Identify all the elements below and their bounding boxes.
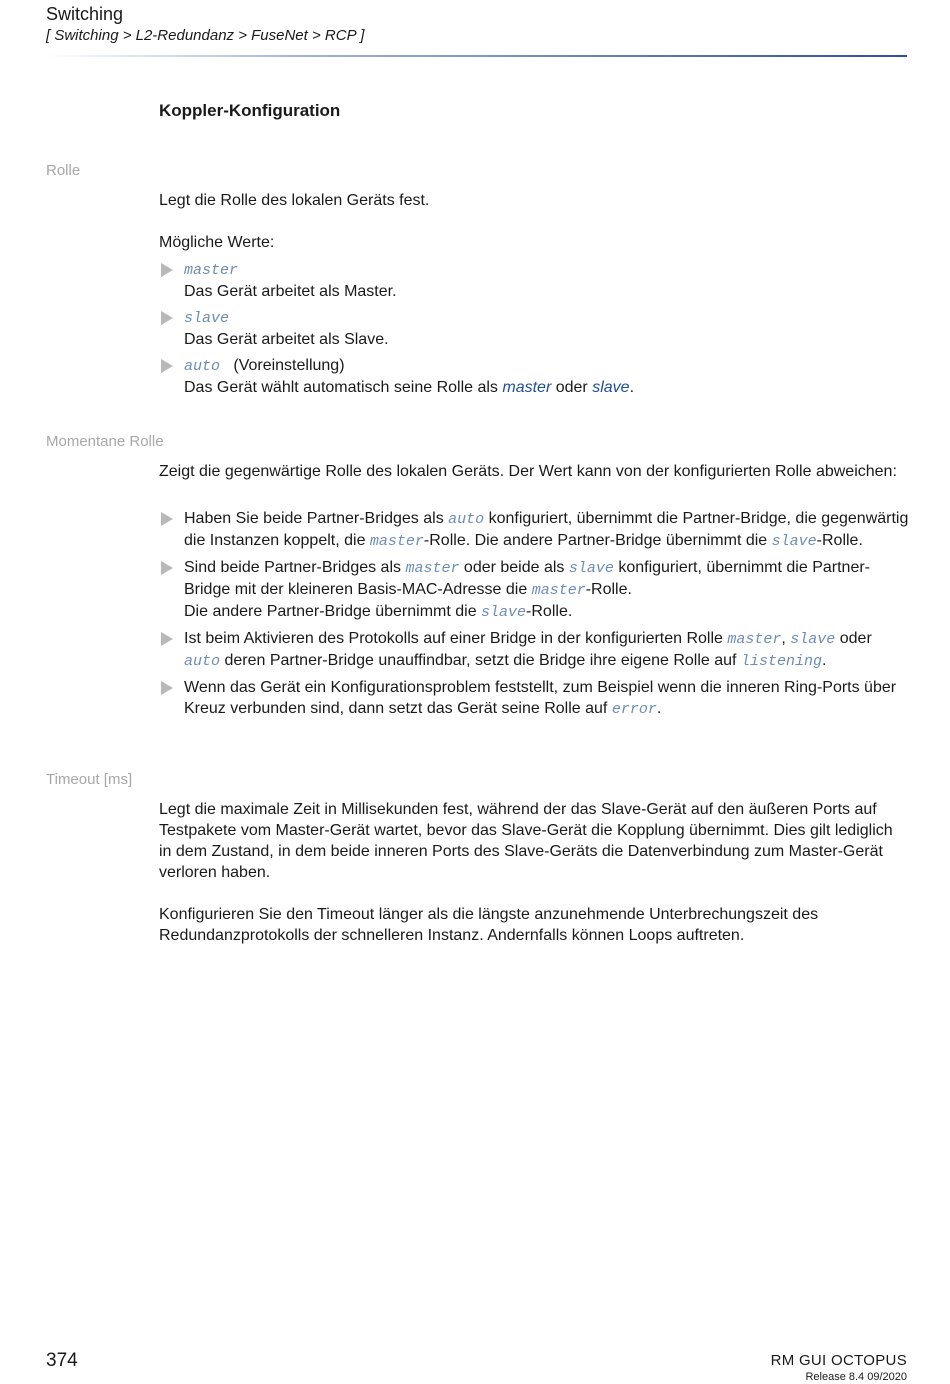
timeout-description: Legt die maximale Zeit in Millisekunden fest, während der das Slave-Gerät auf den äußeren Ports auf Testpakete vom Master-Gerät wartet, bevor das Slave-Gerät die Kopplung übernimmt. Dies gilt lediglich in dem Zustand, in dem beide inneren Ports des Slave-Geräts die Datenverbindung zum Master-Gerät verloren haben. [159,801,893,881]
value-description: Das Gerät wählt automatisch seine Rolle als [184,379,503,396]
section-title: Koppler-Konfiguration [159,101,341,120]
text: Sind beide Partner-Bridges als [184,559,406,576]
param-label-momentane-rolle: Momentane Rolle [46,433,164,450]
param-label-timeout: Timeout [ms] [46,771,133,788]
document-title: RM GUI OCTOPUS [770,1352,907,1369]
text: deren Partner-Bridge unauffindbar, setzt die Bridge ihre eigene Rolle auf [220,652,741,669]
bullet-triangle-icon [161,561,173,575]
text: Die andere Partner-Bridge übernimmt die [184,603,482,620]
value-code: slave [481,604,527,621]
bullet-triangle-icon [161,311,173,325]
text: , [781,630,791,647]
rolle-description: Legt die Rolle des lokalen Geräts fest. [159,192,430,209]
value-code: master [531,582,586,599]
possible-values-label: Mögliche Werte: [159,234,275,251]
timeout-recommendation: Konfigurieren Sie den Timeout länger als die längste anzunehmende Unterbrechungszeit des Redundanzprotokolls der schnelleren Instanz. Andernfalls können Loops auftreten. [159,906,819,944]
breadcrumb: [ Switching > L2-Redundanz > FuseNet > RCP ] [46,27,365,44]
text: Ist beim Aktivieren des Protokolls auf einer Bridge in der konfigurierten Rolle [184,630,728,647]
rolle-values-list [159,259,909,403]
text: Haben Sie beide Partner-Bridges als [184,510,449,527]
bullet-triangle-icon [161,263,173,277]
value-code: auto [184,358,221,375]
momentane-list [159,508,909,725]
text: -Rolle. [526,603,573,620]
chapter-title: Switching [46,4,124,24]
value-code: master [405,560,460,577]
momentane-description: Zeigt die gegenwärtige Rolle des lokalen Geräts. Der Wert kann von der konfigurierten Rolle abweichen: [159,463,897,480]
default-note: (Voreinstellung) [233,357,345,374]
text: -Rolle. [585,581,632,598]
text: . [656,700,662,717]
value-code: slave [790,631,836,648]
list-item [159,307,909,350]
text: oder [551,379,593,396]
release-info: Release 8.4 09/2020 [805,1371,907,1383]
text: -Rolle. Die andere Partner-Bridge übernimmt die [423,532,772,549]
value-code: listening [740,653,822,670]
text: . [629,379,635,396]
value-code: master [184,262,239,279]
param-label-rolle: Rolle [46,162,81,179]
value-description: Das Gerät arbeitet als Master. [184,283,397,300]
list-item [159,259,909,302]
value-description: Das Gerät arbeitet als Slave. [184,331,389,348]
text: Wenn das Gerät ein Konfigurationsproblem feststellt, zum Beispiel wenn die inneren Ring-Ports über Kreuz verbunden sind, dann setzt das Gerät seine Rolle auf [184,679,897,717]
text: oder beide als [459,559,569,576]
text: . [821,652,827,669]
value-code: auto [448,511,485,528]
list-item [159,508,909,552]
bullet-triangle-icon [161,632,173,646]
header-divider [46,55,907,57]
value-code: slave [568,560,614,577]
value-ref: master [502,379,552,396]
value-code: error [611,701,657,718]
value-code: master [727,631,782,648]
text: oder [835,630,872,647]
value-code: auto [184,653,221,670]
text: konfiguriert, übernimmt die Partner-Bridge mit der kleineren Basis-MAC-Adresse die [184,559,870,598]
list-item [159,677,909,720]
text: -Rolle. [816,532,863,549]
bullet-triangle-icon [161,359,173,373]
value-code: slave [184,310,230,327]
page-number: 374 [46,1350,78,1371]
text: konfiguriert, übernimmt die Partner-Bridge, die gegenwärtig die Instanzen koppelt, die [184,510,909,549]
list-item [159,355,909,398]
list-item [159,557,909,623]
value-code: master [369,533,424,550]
value-ref: slave [592,379,630,396]
value-code: slave [771,533,817,550]
list-item [159,628,909,672]
bullet-triangle-icon [161,512,173,526]
bullet-triangle-icon [161,681,173,695]
